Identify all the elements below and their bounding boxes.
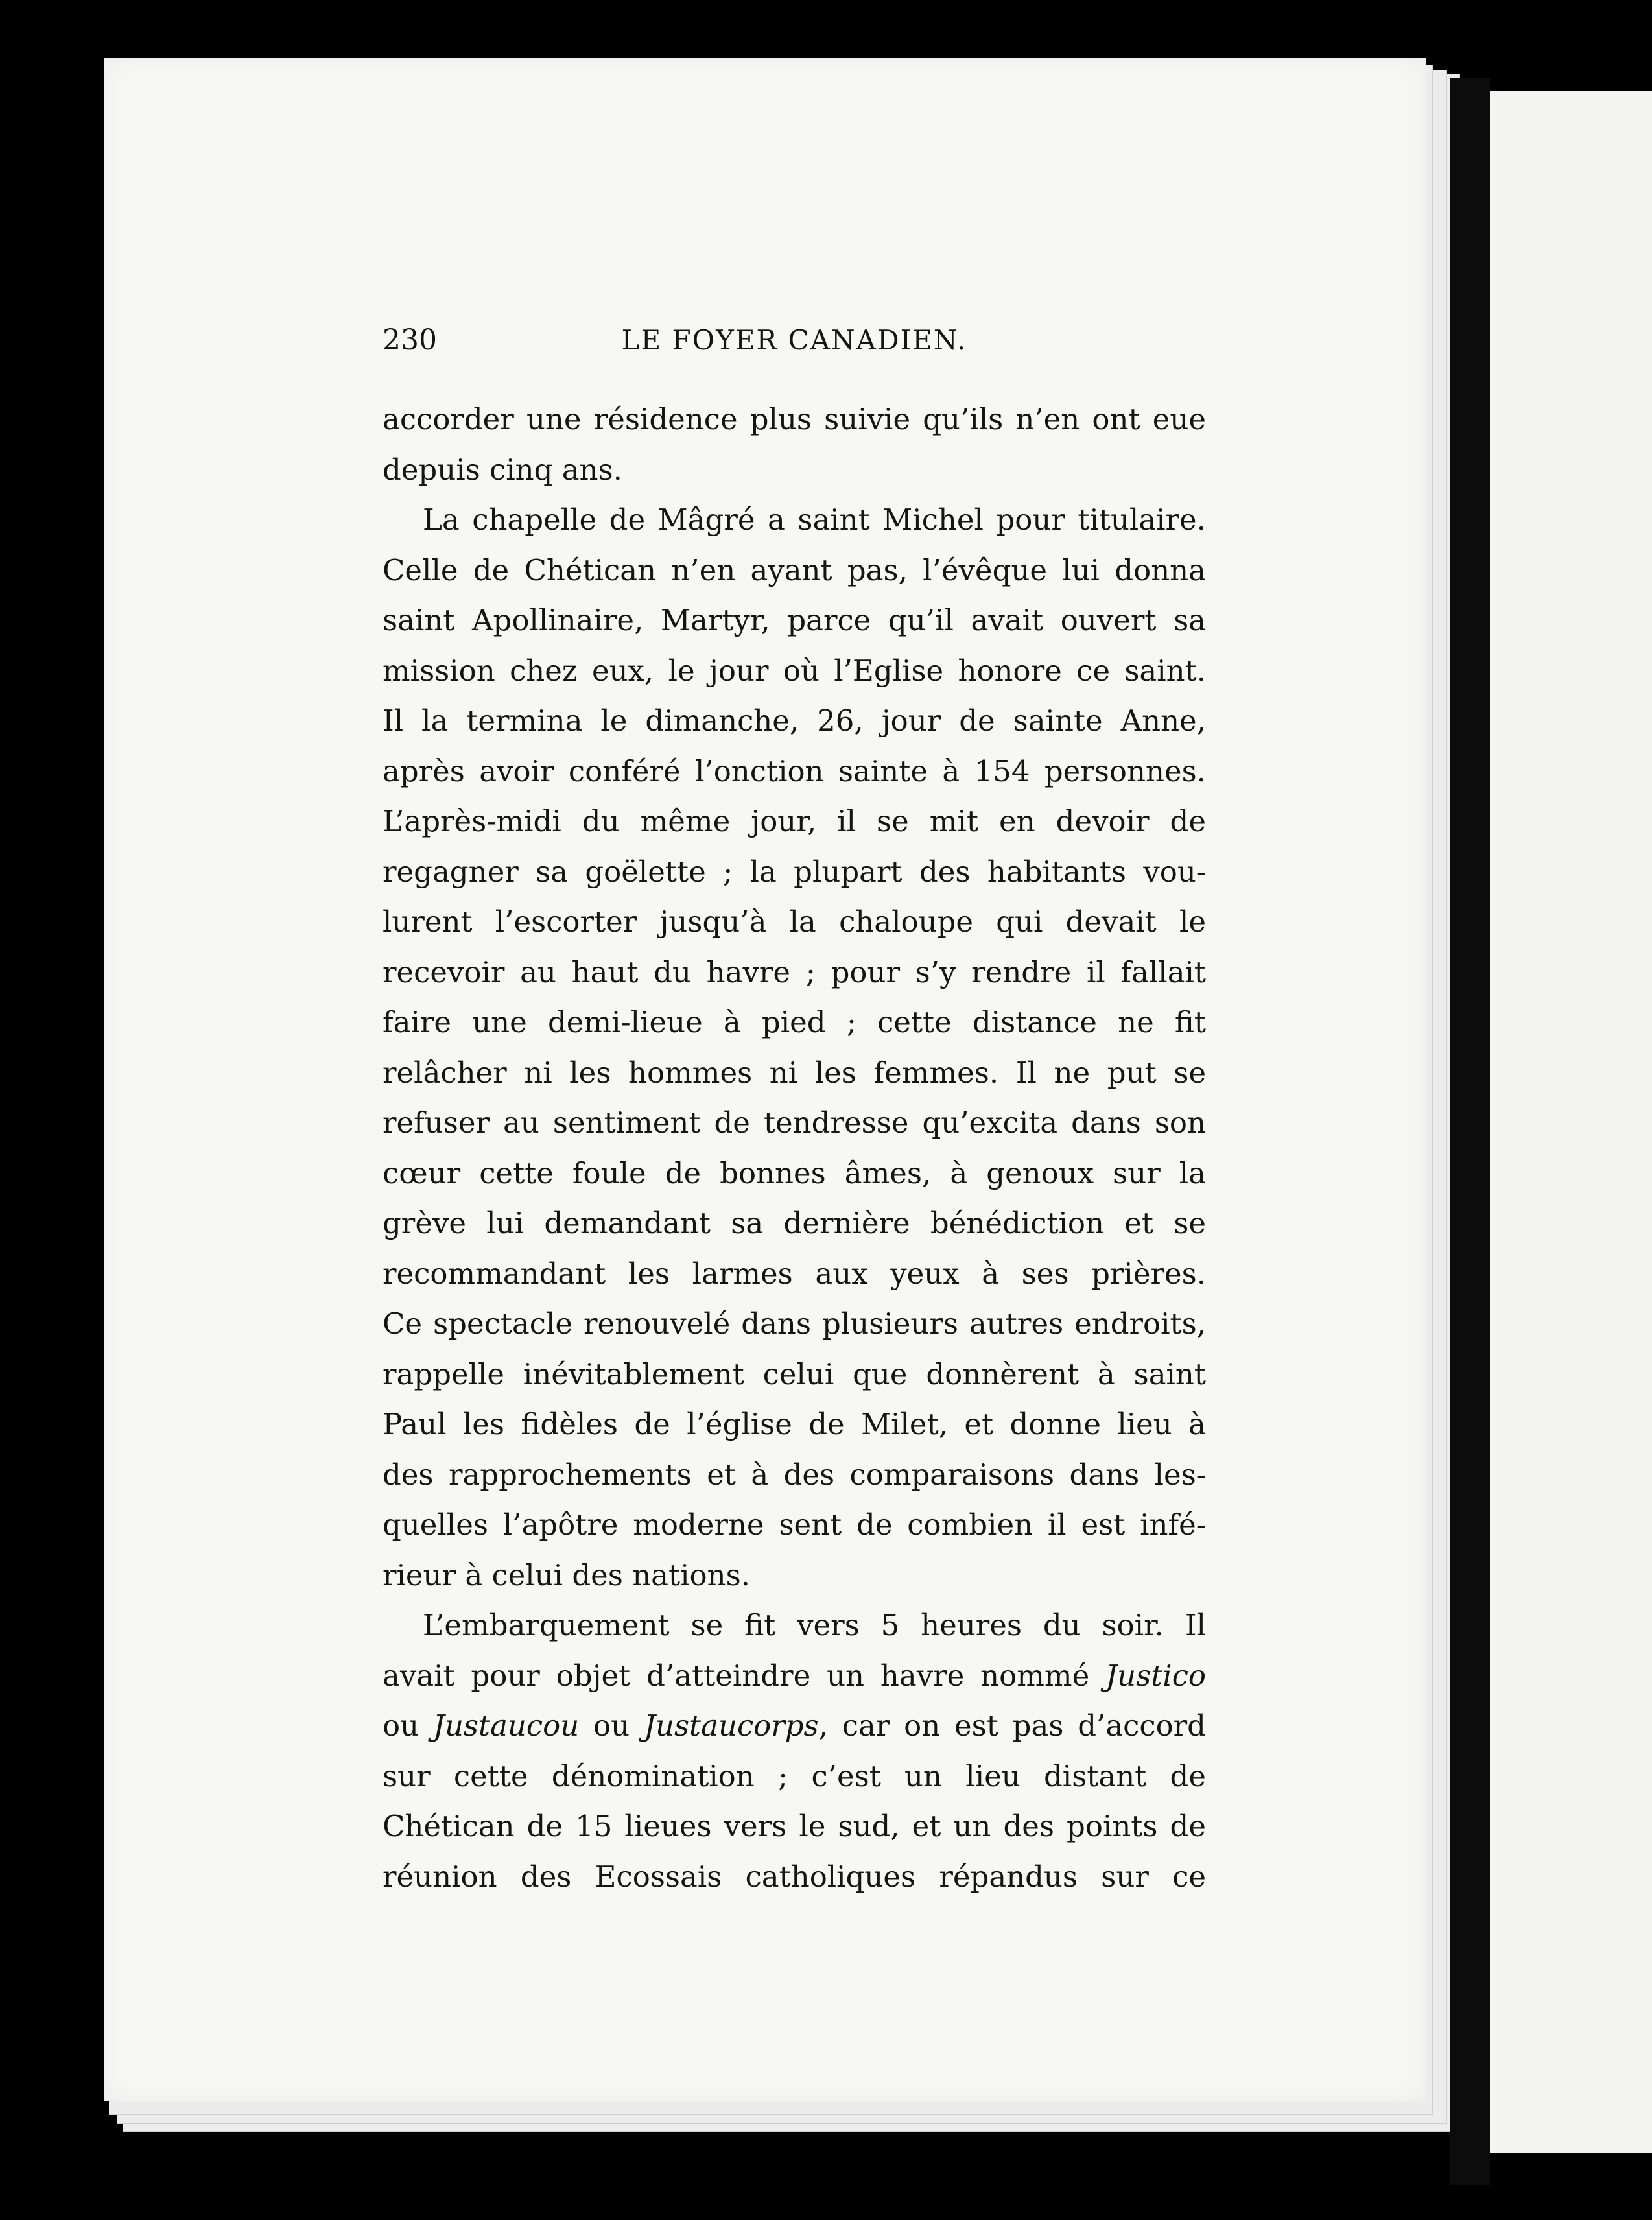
- text-line: L’après-midi du même jour, il se mit en devoir de: [383, 804, 1206, 838]
- text-line: recommandant les larmes aux yeux à ses prières.: [383, 1256, 1206, 1291]
- text-segment: ou: [593, 1708, 630, 1743]
- text-line: après avoir conféré l’onction sainte à 154 personnes.: [383, 753, 1206, 788]
- text-line: La chapelle de Mâgré a saint Michel pour titulaire.: [423, 502, 1206, 537]
- text-line: réunion des Ecossais catholiques répandus sur ce: [383, 1859, 1206, 1894]
- body-text: [383, 394, 1206, 1902]
- text-line: sur cette dénomination ; c’est un lieu distant de: [383, 1758, 1206, 1793]
- text-segment: ou: [383, 1708, 419, 1743]
- text-line: recevoir au haut du havre ; pour s’y rendre il fallait: [383, 954, 1206, 989]
- text-line: regagner sa goëlette ; la plupart des habitants vou-: [383, 854, 1206, 889]
- text-line: Chétican de 15 lieues vers le sud, et un des points de: [383, 1809, 1206, 1843]
- text-segment: avait pour objet d’atteindre un havre nommé: [383, 1658, 1090, 1693]
- text-line: des rapprochements et à des comparaisons dans les-: [383, 1457, 1206, 1492]
- italic-term: Justaucorps: [643, 1708, 819, 1743]
- italic-term: Justico: [1105, 1658, 1206, 1693]
- text-line: grève lui demandant sa dernière bénédiction et se: [383, 1206, 1206, 1240]
- text-segment: , car on est pas d’accord: [818, 1708, 1206, 1743]
- text-line: mission chez eux, le jour où l’Eglise honore ce saint.: [383, 653, 1206, 688]
- text-line: saint Apollinaire, Martyr, parce qu’il avait ouvert sa: [383, 603, 1206, 637]
- text-line: Il la termina le dimanche, 26, jour de sainte Anne,: [383, 703, 1206, 738]
- text-line: [383, 1651, 1206, 1701]
- text-line: cœur cette foule de bonnes âmes, à genoux sur la: [383, 1155, 1206, 1190]
- facing-page-edge: [1490, 91, 1652, 2153]
- text-line: depuis cinq ans.: [383, 452, 622, 487]
- text-line: refuser au sentiment de tendresse qu’excita dans son: [383, 1105, 1206, 1140]
- text-line: Paul les fidèles de l’église de Milet, et donne lieu à: [383, 1407, 1206, 1441]
- text-line: rieur à celui des nations.: [383, 1557, 750, 1592]
- page-number: 230: [383, 324, 437, 357]
- text-line: rappelle inévitablement celui que donnèrent à saint: [383, 1356, 1206, 1391]
- text-line: Celle de Chétican n’en ayant pas, l’évêque lui donna: [383, 552, 1206, 587]
- text-line: Ce spectacle renouvelé dans plusieurs autres endroits,: [383, 1306, 1206, 1341]
- text-line: faire une demi-lieue à pied ; cette distance ne fit: [383, 1005, 1206, 1039]
- text-line: quelles l’apôtre moderne sent de combien il est infé-: [383, 1507, 1206, 1542]
- text-line: lurent l’escorter jusqu’à la chaloupe qui devait le: [383, 904, 1206, 939]
- running-head: LE FOYER CANADIEN.: [621, 324, 967, 356]
- text-line: L’embarquement se fit vers 5 heures du soir. Il: [423, 1608, 1206, 1642]
- text-line: accorder une résidence plus suivie qu’ils n’en ont eue: [383, 402, 1206, 436]
- page-header: [383, 322, 1206, 359]
- italic-term: Justaucou: [432, 1708, 580, 1743]
- text-line: [383, 1701, 1206, 1751]
- book-binding: [1450, 78, 1490, 2185]
- text-line: relâcher ni les hommes ni les femmes. Il ne put se: [383, 1055, 1206, 1090]
